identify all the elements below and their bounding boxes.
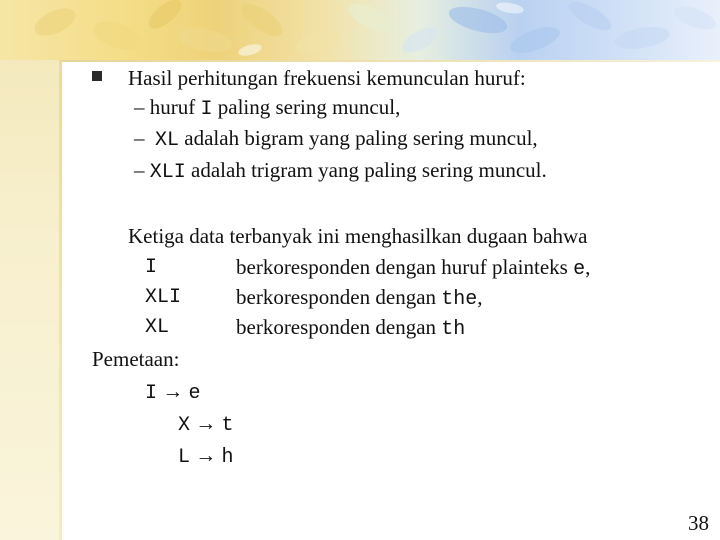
dash-3: – xyxy=(134,158,145,182)
mapping-row-3 xyxy=(178,441,234,472)
mapping-1-from: I xyxy=(145,382,158,405)
correspondence-1 xyxy=(236,253,590,284)
sub-item-1-pre: huruf xyxy=(149,95,196,119)
mapping-row-2 xyxy=(178,409,234,440)
correspondence-2 xyxy=(236,283,483,314)
sub-item-3 xyxy=(134,156,547,187)
correspondence-3-text: berkoresponden dengan xyxy=(236,315,437,339)
correspondence-2-text: berkoresponden dengan xyxy=(236,285,437,309)
correspondence-1-suffix: , xyxy=(585,255,591,279)
dash-1: – xyxy=(134,95,145,119)
sub-item-2-post: adalah bigram yang paling sering muncul, xyxy=(184,126,538,150)
sub-item-3-code: XLI xyxy=(149,161,186,184)
correspondence-1-cipher: I xyxy=(145,256,158,279)
page-number: 38 xyxy=(688,511,709,535)
mapping-2-from: X xyxy=(178,414,191,437)
arrow-right-icon: → xyxy=(195,443,217,467)
mapping-3-to: h xyxy=(221,446,234,469)
bullet-heading: Hasil perhitungan frekuensi kemunculan huruf: xyxy=(128,66,526,90)
bullet-square-icon xyxy=(92,71,102,81)
sub-item-1-post: paling sering muncul, xyxy=(217,95,401,119)
correspondence-2-plain: the xyxy=(441,288,478,311)
mapping-3-from: L xyxy=(178,446,191,469)
mapping-2-to: t xyxy=(221,414,234,437)
correspondence-1-plain: e xyxy=(573,258,586,281)
correspondence-2-suffix: , xyxy=(477,285,483,309)
sub-item-3-post: adalah trigram yang paling sering muncul. xyxy=(191,158,547,182)
correspondence-3-plain: th xyxy=(441,318,466,341)
sub-item-2 xyxy=(134,124,538,155)
correspondence-3 xyxy=(236,313,465,344)
sub-item-2-code: XL xyxy=(155,129,180,152)
sub-item-1 xyxy=(134,93,400,124)
correspondence-2-cipher: XLI xyxy=(145,286,182,309)
sub-item-1-code: I xyxy=(200,98,213,121)
correspondence-1-text: berkoresponden dengan huruf plainteks xyxy=(236,255,568,279)
conclusion-intro: Ketiga data terbanyak ini menghasilkan dugaan bahwa xyxy=(128,224,588,248)
mapping-row-1 xyxy=(145,377,201,408)
mapping-1-to: e xyxy=(188,382,201,405)
dash-2: – xyxy=(134,126,145,150)
mapping-label: Pemetaan: xyxy=(92,347,180,371)
correspondence-3-cipher: XL xyxy=(145,316,170,339)
arrow-right-icon: → xyxy=(195,411,217,435)
arrow-right-icon: → xyxy=(162,379,184,403)
